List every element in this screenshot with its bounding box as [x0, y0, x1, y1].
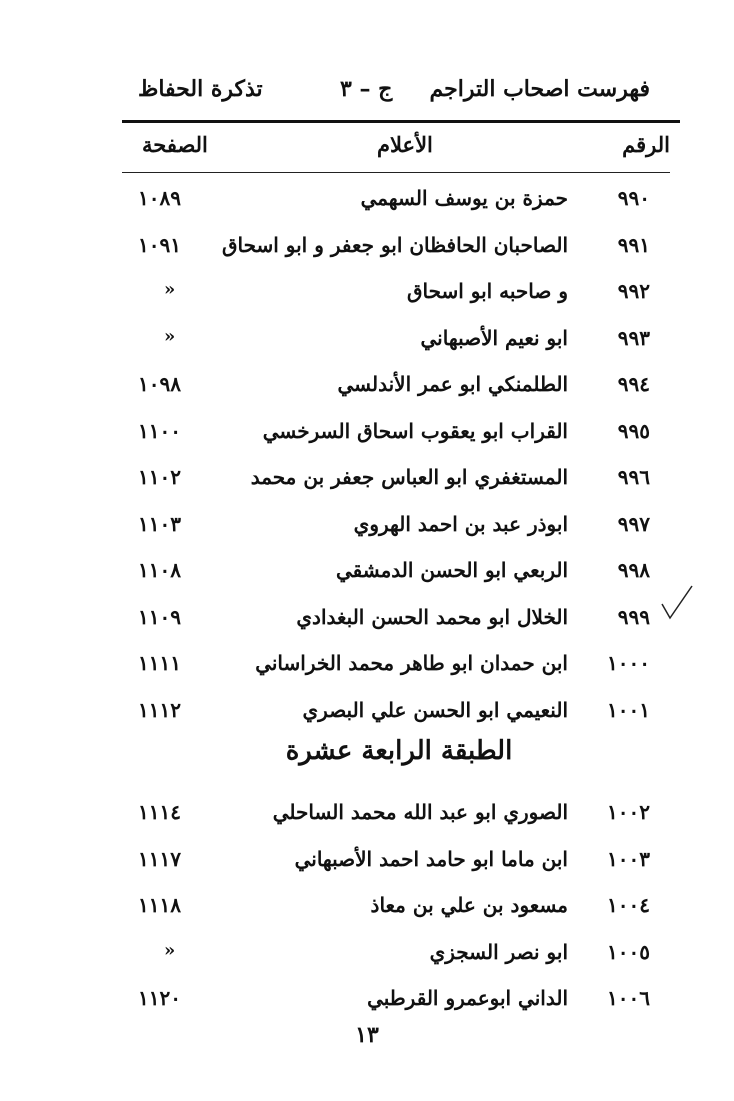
- entry-name: الداني ابوعمرو القرطبي: [367, 986, 568, 1010]
- header-book-title: تذكرة الحفاظ: [138, 76, 263, 102]
- check-mark-icon: [660, 582, 694, 622]
- entry-name: و صاحبه ابو اسحاق: [406, 279, 568, 303]
- entry-number: ٩٩٩: [617, 604, 650, 629]
- entry-page: ١١٠٨: [138, 558, 181, 582]
- entry-row: [122, 940, 650, 974]
- entry-row: [122, 465, 650, 499]
- entry-name: الطلمنكي ابو عمر الأندلسي: [337, 372, 568, 396]
- entry-name: المستغفري ابو العباس جعفر بن محمد: [250, 465, 568, 489]
- entry-number: ٩٩٣: [617, 325, 650, 350]
- column-headers: [122, 132, 670, 168]
- entry-name: ابو نعيم الأصبهاني: [420, 325, 568, 350]
- entry-row: [122, 800, 650, 834]
- entry-row: [122, 326, 650, 360]
- entry-name: حمزة بن يوسف السهمي: [360, 186, 568, 210]
- entry-page: »: [164, 279, 176, 300]
- entry-number: ٩٩٧: [617, 511, 650, 536]
- entry-name: الصاحبان الحافظان ابو جعفر و ابو اسحاق: [221, 232, 568, 257]
- entry-number: ١٠٠٣: [607, 846, 650, 871]
- entry-number: ٩٩١: [617, 232, 650, 257]
- entry-row: [122, 651, 650, 685]
- section-title-text: الطبقة الرابعة عشرة: [285, 736, 513, 766]
- entry-page: ١١١٧: [138, 846, 181, 871]
- entry-number: ٩٩٠: [617, 186, 650, 210]
- entry-page: ١١٠٣: [138, 511, 181, 536]
- entry-row: [122, 605, 650, 639]
- entry-row: [122, 986, 650, 1020]
- entry-name: الصوري ابو عبد الله محمد الساحلي: [272, 800, 568, 824]
- column-header-number: الرقم: [622, 132, 670, 157]
- entry-page: ١١٢٠: [138, 986, 181, 1010]
- entry-page: ١٠٨٩: [138, 186, 181, 210]
- entry-number: ٩٩٨: [617, 558, 650, 582]
- entry-number: ١٠٠٦: [607, 986, 650, 1010]
- entry-name: ابن حمدان ابو طاهر محمد الخراساني: [255, 651, 568, 675]
- entry-page: ١١١١: [138, 651, 181, 675]
- header-volume: ج – ٣: [340, 76, 393, 102]
- entry-row: [122, 558, 650, 592]
- entry-page: ١٠٩١: [138, 232, 181, 257]
- column-header-page: الصفحة: [142, 132, 208, 157]
- entry-number: ٩٩٢: [617, 279, 650, 303]
- entry-number: ٩٩٤: [617, 372, 650, 396]
- running-header: [122, 76, 650, 116]
- entry-number: ٩٩٥: [617, 418, 650, 443]
- entry-page: ١١٠٠: [138, 418, 181, 443]
- entry-number: ١٠٠١: [607, 697, 650, 722]
- entry-page: ١١١٨: [138, 893, 181, 917]
- column-header-rule: [122, 172, 670, 173]
- page-number: ١٣: [355, 1022, 379, 1048]
- section-title: [0, 736, 734, 766]
- entry-row: [122, 847, 650, 881]
- entry-page: ١١١٢: [138, 697, 181, 722]
- entry-name: ابو نصر السجزي: [429, 939, 568, 964]
- entry-page: ١١٠٢: [138, 465, 181, 489]
- entry-name: الربعي ابو الحسن الدمشقي: [335, 558, 568, 582]
- entry-row: [122, 893, 650, 927]
- entry-page: ١١٠٩: [138, 604, 181, 629]
- entry-row: [122, 372, 650, 406]
- entry-name: القراب ابو يعقوب اسحاق السرخسي: [262, 418, 568, 443]
- header-index-title: فهرست اصحاب التراجم: [429, 76, 650, 102]
- entry-row: [122, 512, 650, 546]
- entry-number: ١٠٠٠: [607, 651, 650, 675]
- entry-name: مسعود بن علي بن معاذ: [370, 893, 568, 917]
- entry-name: الخلال ابو محمد الحسن البغدادي: [296, 604, 568, 629]
- entry-name: ابوذر عبد بن احمد الهروي: [353, 511, 568, 536]
- column-header-names: الأعلام: [377, 132, 433, 157]
- entry-row: [122, 698, 650, 732]
- entry-page: ١٠٩٨: [138, 372, 181, 396]
- entry-row: [122, 233, 650, 267]
- entry-page: »: [164, 325, 176, 347]
- entry-row: [122, 279, 650, 313]
- entry-page: ١١١٤: [138, 800, 181, 824]
- entry-row: [122, 186, 650, 220]
- entry-name: النعيمي ابو الحسن علي البصري: [302, 697, 568, 722]
- entry-page: »: [164, 939, 176, 961]
- entry-name: ابن ماما ابو حامد احمد الأصبهاني: [294, 846, 568, 871]
- entry-number: ١٠٠٤: [607, 893, 650, 917]
- entry-number: ٩٩٦: [617, 465, 650, 489]
- entry-number: ١٠٠٢: [607, 800, 650, 824]
- entry-row: [122, 419, 650, 453]
- entry-number: ١٠٠٥: [607, 939, 650, 964]
- header-rule: [122, 120, 680, 123]
